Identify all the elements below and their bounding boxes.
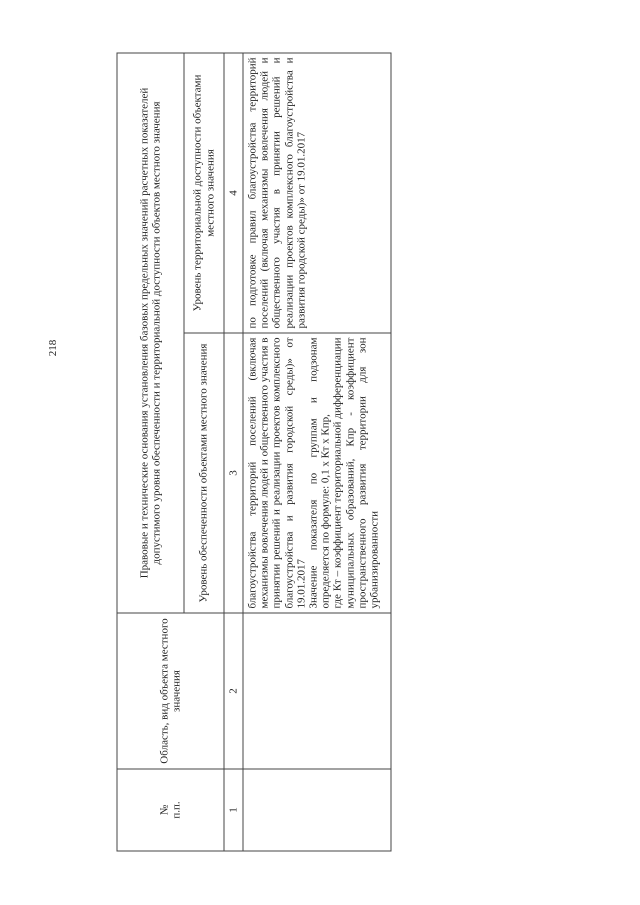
accessibility-paragraph: по подготовке правил благоустройства территорий поселений (включая механизмы вовлечения людей и общественного участия в принятии решений и реализации проектов комплексного благоустройства и развития городской среды)» от 19.01.2017 xyxy=(246,57,308,329)
column-number-1: 1 xyxy=(224,769,243,851)
table-row xyxy=(243,53,391,851)
page-number: 218 xyxy=(47,339,59,357)
cell-num xyxy=(243,769,391,851)
cell-area xyxy=(243,613,391,769)
cell-accessibility xyxy=(243,53,391,333)
header-num: № п.п. xyxy=(117,769,224,851)
header-basis: Правовые и технические основания установления базовых предельных значений расчетных показателей допустимого уровня обеспеченности и территориальной доступности объектов местного значения xyxy=(117,53,184,613)
column-number-3: 3 xyxy=(224,333,243,613)
provision-paragraph-2: Значение показателя по группам и подзонам определяется по формуле: 0,1 х Кт х Кпр, xyxy=(307,337,332,609)
cell-provision xyxy=(243,333,391,613)
header-area: Область, вид объекта местного значения xyxy=(117,613,224,769)
header-accessibility: Уровень территориальной доступности объектами местного значения xyxy=(184,53,224,333)
rotated-table-container xyxy=(117,54,392,852)
norms-table xyxy=(117,52,392,851)
provision-paragraph-1: благоустройства территорий поселений (включая механизмы вовлечения людей и общественного участия в принятии решений и реализации проектов комплексного благоустройства и развития городской среды)» от 19.01.2017 xyxy=(246,337,308,609)
header-provision: Уровень обеспеченности объектами местного значения xyxy=(184,333,224,613)
provision-paragraph-3: где Кт – коэффициент территориальной дифференциации муниципальных образований, Кпр - коэффициент пространственного развития территории для зон урбанизированности xyxy=(331,337,381,609)
column-number-4: 4 xyxy=(224,53,243,333)
column-number-2: 2 xyxy=(224,613,243,769)
